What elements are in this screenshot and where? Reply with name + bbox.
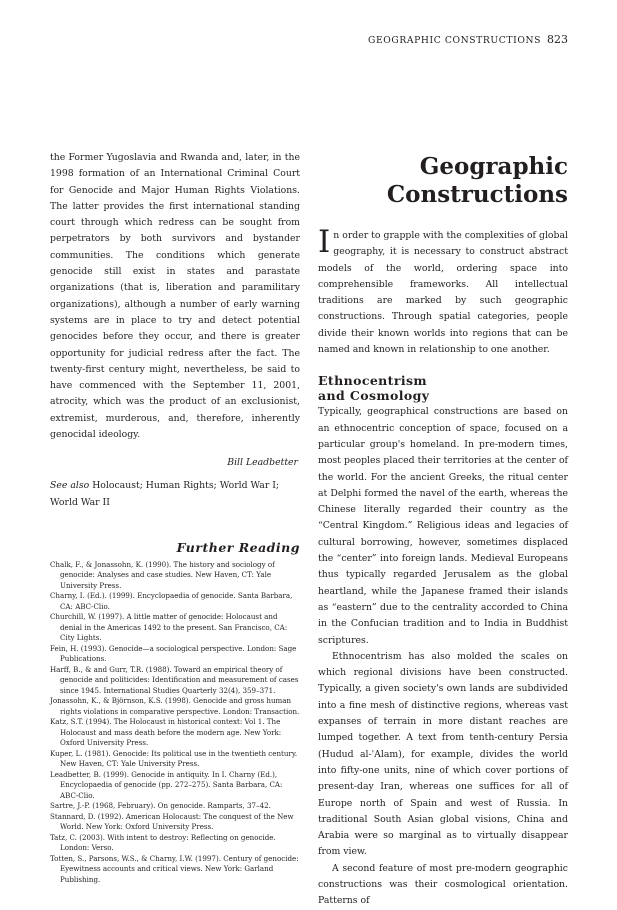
article-title-line1: Geographic xyxy=(419,153,568,180)
reference-item: Totten, S., Parsons, W.S., & Charny, I.W. (1997). Century of genocide: Eyewitness accounts and critical views. New York: Garland Publishing. xyxy=(50,853,299,884)
see-also-text: Holocaust; Human Rights; World War I; World War II xyxy=(50,480,280,508)
reference-item: Katz, S.T. (1994). The Holocaust in historical context: Vol 1. The Holocaust and mass death before the modern age. New York: Oxford University Press. xyxy=(50,717,282,748)
reference-item: Jonassohn, K., & Björnson, K.S. (1998). Genocide and gross human rights violations in comparative perspective. London: Transaction. xyxy=(50,696,300,716)
intro-text: n order to grapple with the complexities of global geography, it is necessary to construct abstract models of the world, ordering space into comprehensible frameworks. All intellectual traditions are marked by such geographic constructions. Through spatial categories, people divide their known worlds into regions that can be named and known in relationship to one another. xyxy=(318,230,568,356)
reference-item: Kuper, L. (1981). Genocide: Its political use in the twentieth century. New Haven, CT: Yale University Press. xyxy=(50,748,298,769)
further-reading-heading: Further Reading xyxy=(176,539,300,555)
reference-item: Churchill, W. (1997). A little matter of genocide: Holocaust and denial in the Americas 1492 to the present. San Francisco, CA: City Lights. xyxy=(50,612,288,643)
page-number: 823 xyxy=(547,33,568,46)
reference-item: Leadbetter, B. (1999). Genocide in antiquity. In I. Charny (Ed.), Encyclopaedia of genocide (pp. 272–275). Santa Barbara, CA: ABC-Clio. xyxy=(50,769,283,800)
body-paragraph-2: Ethnocentrism has also molded the scales on which regional divisions have been constructed. Typically, a given society's own lands are subdivided into a fine mesh of distinctive regions, whereas vast expanses of terrain in more distant reaches are lumped together. A text from tenth-century Persia (Hudud al-'Alam), for example, divides the world into fifty-one units, nine of which cover portions of present-day Iran, whereas one suffices for all of Europe north of Spain and west of Russia. In traditional South Asian global visions, China and Arabia were so marginal as to virtually disappear from view. xyxy=(318,650,568,858)
body-paragraph-3: A second feature of most pre-modern geographic constructions was their cosmological orientation. Patterns of xyxy=(318,862,568,907)
section-heading-line1: Ethnocentrism xyxy=(318,373,428,389)
body-paragraph-1: Typically, geographical constructions are based on an ethnocentric conception of space, focused on a particular group's homeland. In pre-modern times, most peoples placed their territories at the center of the world. For the ancient Greeks, the ritual center at Delphi formed the navel of the earth, whereas the Chinese literally regarded their country as the “Central Kingdom.” Religious ideas and legacies of cultural borrowing, however, sometimes displaced the “center” into foreign lands. Medieval Europeans thus typically regarded Jerusalem as the global heartland, while the Japanese framed their islands as “eastern” due to the centrality accorded to China in the Confucian tradition and to India in Buddhist scriptures. xyxy=(318,406,568,646)
running-header xyxy=(368,33,568,46)
reference-list xyxy=(50,560,300,886)
reference-item: Fein, H. (1993). Genocide—a sociological perspective. London: Sage Publications. xyxy=(50,643,297,664)
author-signature: Bill Leadbetter xyxy=(227,457,298,469)
article-title-line2: Constructions xyxy=(386,181,568,208)
section-heading-line2: and Cosmology xyxy=(318,387,430,403)
right-column xyxy=(318,150,568,910)
drop-cap: I xyxy=(318,224,331,260)
intro-paragraph xyxy=(318,224,568,358)
reference-item: Charny, I. (Ed.). (1999). Encyclopaedia of genocide. Santa Barbara, CA: ABC-Clio. xyxy=(50,591,293,611)
reference-item: Stannard, D. (1992). American Holocaust: The conquest of the New World. New York: Oxford University Press. xyxy=(50,811,294,832)
article-title xyxy=(318,153,568,209)
see-also xyxy=(50,478,300,511)
reference-item: Chalk, F., & Jonassohn, K. (1990). The history and sociology of genocide: Analyses and case studies. New Haven, CT: Yale University Press. xyxy=(50,559,275,590)
left-column xyxy=(50,150,300,885)
continuation-paragraph: the Former Yugoslavia and Rwanda and, later, in the 1998 formation of an International Criminal Court for Genocide and Major Human Rights Violations. The latter provides the first international standing court through which redress can be sought from perpetrators by both survivors and bystander communities. The conditions which generate genocide still exist in states and parastate organizations (that is, liberation and paramilitary organizations), although a number of early warning systems are in place to try and detect potential genocides before they occur, and there is greater opportunity for judicial redress after the fact. The twenty-first century might, nevertheless, be said to have commenced with the September 11, 2001, atrocity, which was the product of an exclusionist, extremist, murderous, and, therefore, inherently genocidal ideology. xyxy=(50,152,300,441)
section-heading xyxy=(318,374,568,403)
reference-item: Sartre, J.-P. (1968, February). On genocide. Ramparts, 37–42. xyxy=(50,801,271,811)
running-title: GEOGRAPHIC CONSTRUCTIONS xyxy=(368,35,541,46)
see-also-label: See also xyxy=(50,480,90,492)
reference-item: Harff, B., & and Gurr, T.R. (1988). Toward an empirical theory of genocide and politicides: Identification and measurement of cases since 1945. International Studies Quarterly 32(4), 359–371. xyxy=(50,664,299,695)
reference-item: Tatz, C. (2003). With intent to destroy: Reflecting on genocide. London: Verso. xyxy=(50,832,276,853)
